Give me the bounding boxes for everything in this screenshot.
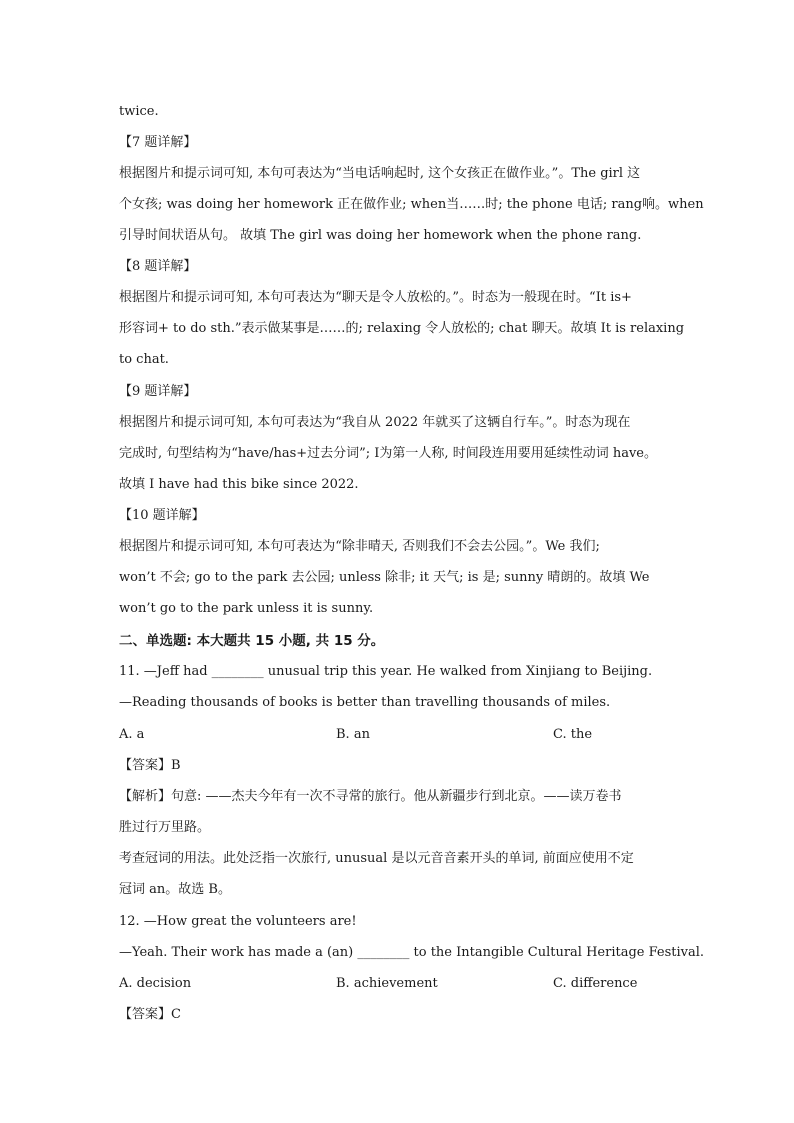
text-line: 根据图片和提示词可知, 本句可表达为“当电话响起时, 这个女孩正在做作业。”。The girl 这 [119,166,641,181]
q11-option-a: A. a [119,727,145,742]
q12-answer: 【答案】C [119,1007,181,1022]
text-line: 完成时, 句型结构为“have/has+过去分词”; I为第一人称, 时间段连用要用延续性动词 have。 [119,446,657,461]
q12-option-c: C. difference [553,976,638,991]
text-line: 引导时间状语从句。 故填 The girl was doing her homework when the phone rang. [119,228,642,243]
text-line: 故填 I have had this bike since 2022. [119,477,359,492]
text-line: 胜过行万里路。 [119,820,211,835]
text-line: 根据图片和提示词可知, 本句可表达为“聊天是令人放松的。”。时态为一般现在时。“It is+ [119,290,632,305]
text-line: 考查冠词的用法。此处泛指一次旅行, unusual 是以元音音素开头的单词, 前面应使用不定 [119,851,634,866]
question-12: 12. —How great the volunteers are! [119,914,357,929]
question-11: 11. —Jeff had ________ unusual trip this year. He walked from Xinjiang to Beijing. [119,664,653,679]
q12-option-a: A. decision [119,976,192,991]
text-line: 个女孩; was doing her homework 正在做作业; when当……时; the phone 电话; rang响。when [119,197,704,212]
q8-heading: 【8 题详解】 [119,259,197,274]
question-12-reply: —Yeah. Their work has made a (an) ________ to the Intangible Cultural Heritage Festival. [119,945,705,960]
q11-option-c: C. the [553,727,593,742]
q12-option-b: B. achievement [336,976,438,991]
text-line: twice. [119,104,159,119]
q11-analysis: 【解析】句意: ——杰夫今年有一次不寻常的旅行。他从新疆步行到北京。——读万卷书 [119,789,622,804]
question-11-reply: —Reading thousands of books is better than travelling thousands of miles. [119,695,611,710]
text-line: 冠词 an。故选 B。 [119,882,231,897]
q11-answer: 【答案】B [119,758,181,773]
text-line: 根据图片和提示词可知, 本句可表达为“除非晴天, 否则我们不会去公园。”。We 我们; [119,539,600,554]
q11-option-b: B. an [336,727,370,742]
text-line: won’t go to the park unless it is sunny. [119,601,374,616]
text-line: won’t 不会; go to the park 去公园; unless 除非; it 天气; is 是; sunny 晴朗的。故填 We [119,570,650,585]
q7-heading: 【7 题详解】 [119,135,197,150]
q10-heading: 【10 题详解】 [119,508,205,523]
section-heading: 二、单选题: 本大题共 15 小题, 共 15 分。 [119,633,385,649]
text-line: 根据图片和提示词可知, 本句可表达为“我自从 2022 年就买了这辆自行车。”。时态为现在 [119,415,631,430]
text-line: 形容词+ to do sth.”表示做某事是……的; relaxing 令人放松的; chat 聊天。故填 It is relaxing [119,321,685,336]
q9-heading: 【9 题详解】 [119,384,197,399]
text-line: to chat. [119,352,169,367]
